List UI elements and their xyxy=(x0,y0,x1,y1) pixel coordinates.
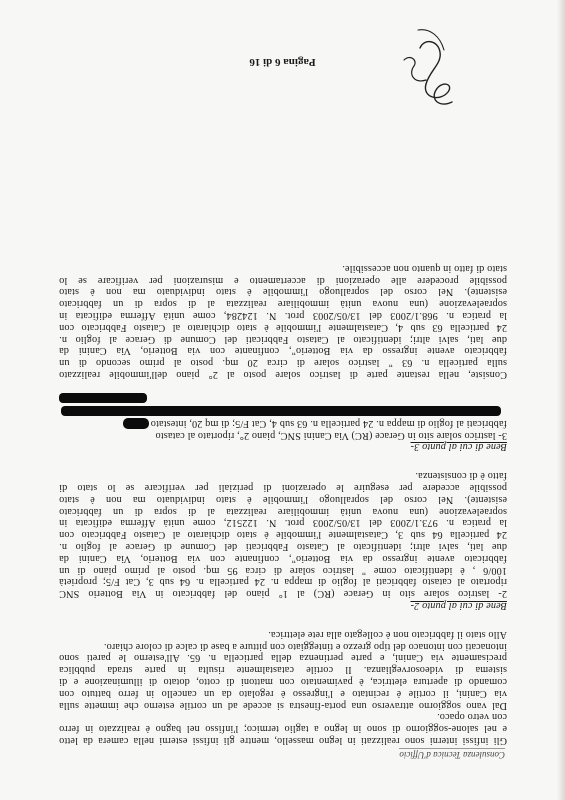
text-line: fabbricato avente ingresso da via Botterio", confinante con via Botterio, Via Canini da xyxy=(59,552,507,564)
text-line: comando di apertura elettrica, è pavimentato con mattoni di cotto, dotato di illuminazione e di xyxy=(59,676,507,688)
text-line: esistente). Nel corso del sopralluogo l'immobile è stato individuato ma non è stato xyxy=(59,286,507,298)
section-3 xyxy=(59,391,507,452)
text-fragment: fabbricati al foglio di mappa n. 24 particella n. 63 sub 4, Cat F/5; di mq 20, intestato xyxy=(150,417,507,429)
text-line: fatto è di consistenza. xyxy=(415,470,507,482)
redaction-block xyxy=(59,391,507,403)
text-line: riportato al catasto fabbricati al foglio di mappa n. 24 particella n. 64 sub 3, Cat F/5; proprietà xyxy=(59,576,507,588)
paragraph-intro xyxy=(59,628,507,746)
redaction-block xyxy=(59,404,507,416)
scan-edge-shadow xyxy=(557,0,565,800)
text-line: sopraelevazione (una nuova unità immobiliare realizzata al di sopra di un fabbricato xyxy=(59,505,507,517)
text-line: possibile procedere alle operazioni di accertamento e misurazioni per verificare se lo xyxy=(59,274,507,286)
text-line xyxy=(59,417,507,429)
text-line: con vetro opaco. xyxy=(436,711,507,723)
text-line: la pratica n. 973.1/2003 del 13/05/2003 prot. N. 122512, come unità Afferma edificata in xyxy=(59,517,507,529)
text-line: 24 particella 63 sub 4, Catastalmente l'immobile è stato dichiarato al Catasto Fabbricato con xyxy=(59,321,507,333)
text-line: 24 particella 64 sub 3, Catastalmente l'immobile è stato dichiarato al Catasto Fabbricato con xyxy=(59,529,507,541)
text-line: via Canini, il cortile è recintato e l'ingresso è regolato da un cancello in ferro battuto con xyxy=(59,687,507,699)
text-line: Allo stato il fabbricato non è collegato alla rete elettrica. xyxy=(268,628,507,640)
text-line: sopraelevazione (una nuova unità immobiliare realizzata al di sopra di un fabbricato xyxy=(59,298,507,310)
section-2 xyxy=(59,469,507,611)
section-3-heading: Bene di cui al punto 3- xyxy=(410,441,507,453)
text-line: due lati, salvi altri; identificato al Catasto Fabbricati del Comune di Gerace al foglio n. xyxy=(59,541,507,553)
redaction-mark xyxy=(123,418,149,429)
text-line: e nel salone-soggiorno di sono in legno a taglio termico; l'infisso nel bagno è realizzato in ferro xyxy=(59,723,507,735)
redaction-bar xyxy=(59,393,147,403)
text-line: 2- lastrico solare sito in Gerace (RC) al 1° piano del fabbricato in Via Botterio SNC xyxy=(59,588,507,600)
text-line: Consiste, nella restante parte di lastrico solare posto al 2° piano dell'immobile realizzato xyxy=(59,369,507,381)
text-line: possibile accedere per eseguire le operazioni di periziali per verificare se lo stato di xyxy=(59,482,507,494)
text-line: precisamente via Canini, e parte pertinenza della particella n. 65. All'esterno le pareti sono xyxy=(59,652,507,664)
text-line: Dal vano soggiorno attraverso una porta-finestra si accede ad un cortile esterno che immette sulla xyxy=(59,699,507,711)
page-header: Consulenza Tecnica d'Ufficio xyxy=(399,750,505,760)
text-line: Gli infissi interni sono realizzati in legno massello, mentre gli infissi esterni nella camera da letto xyxy=(59,735,507,746)
text-line: 3- lastrico solare sito in Gerace (RC) Via Canini SNC, piano 2°, riportato al catasto xyxy=(155,429,507,441)
text-line: fabbricato avente ingresso da via Botterio", confinante con via Botterio, Via Canini da xyxy=(59,345,507,357)
document-body xyxy=(59,262,507,746)
text-line: la pratica n. 968.1/2003 del 13/05/2003 prot. N. 124284, come unità Afferma edificata in xyxy=(59,310,507,322)
text-line: esistente). Nel corso del sopralluogo l'immobile è stato individuato ma non è stato xyxy=(59,493,507,505)
redaction-bar xyxy=(61,406,501,416)
text-line: sulla particella n. 63 " lastrico solare di circa 20 mq. posto al primo secondo di un xyxy=(59,357,507,369)
text-line: stato di fatto in quanto non accessibile. xyxy=(342,262,507,274)
text-line: intonacati con intonaco del tipo grezzo e tinteggiato con pitture a base di calce di colore chiaro. xyxy=(103,640,507,652)
text-line: due lati, salvi altri; identificato al Catasto Fabbricati del Comune di Gerace al foglio n. xyxy=(59,333,507,345)
text-line: sistema di videosorveglianza. Il cortile catastalmente risulta in parte strada pubblica xyxy=(59,664,507,676)
section-2-heading: Bene di cui al punto 2- xyxy=(410,600,507,612)
text-line: 100/6 , è identificato come " lastrico solare di circa 95 mq. posto al primo piano di un xyxy=(59,564,507,576)
page-number: Pagina 6 di 16 xyxy=(249,56,316,68)
